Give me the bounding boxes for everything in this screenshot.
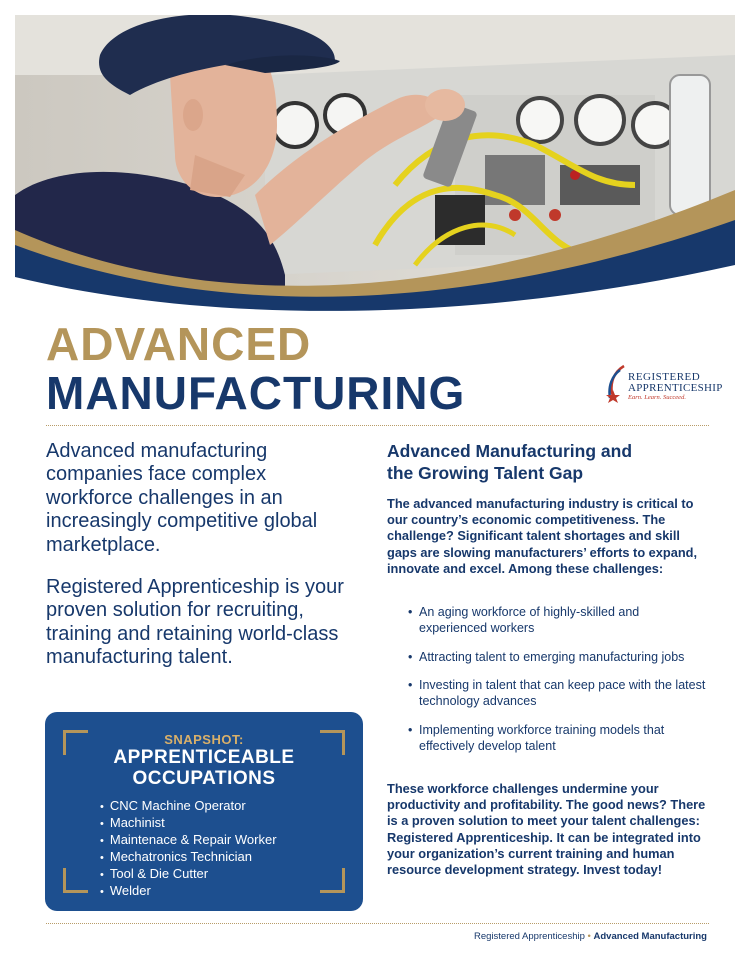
list-item: • An aging workforce of highly-skilled and experienced workers bbox=[408, 604, 708, 636]
list-item: • Attracting talent to emerging manufacturing jobs bbox=[408, 649, 708, 665]
list-item: • CNC Machine Operator bbox=[100, 798, 277, 815]
list-item: • Tool & Die Cutter bbox=[100, 866, 277, 883]
corner-bracket-icon bbox=[63, 868, 88, 893]
snapshot-box bbox=[45, 712, 363, 911]
logo-text-registered: REGISTERED bbox=[628, 371, 701, 383]
footer bbox=[474, 931, 707, 942]
challenges-list bbox=[408, 604, 708, 766]
invest-today-cta: Invest today! bbox=[583, 862, 662, 878]
snapshot-title-line-1: APPRENTICEABLE bbox=[113, 747, 295, 768]
article-heading-line-2: the Growing Talent Gap bbox=[387, 463, 584, 483]
intro-paragraph-2: Registered Apprenticeship is your proven solution for recruiting, training and retaining world-class manufacturing talent. bbox=[46, 576, 344, 669]
title-line-1: ADVANCED bbox=[46, 318, 312, 370]
occupations-list bbox=[100, 798, 277, 900]
list-item: • Maintenace & Repair Worker bbox=[100, 832, 277, 849]
article-paragraph-1: The advanced manufacturing industry is critical to our country’s economic competitiveness. The challenge? Significant talent shortages and skill gaps are slowing manufacturers’ efforts to expand, innovate and excel. Among these challenges: bbox=[387, 496, 698, 576]
list-item: • Investing in talent that can keep pace with the latest technology advances bbox=[408, 677, 708, 709]
registered-apprenticeship-logo bbox=[604, 358, 723, 410]
article-paragraph-2 bbox=[387, 781, 709, 878]
snapshot-label: SNAPSHOT: bbox=[164, 732, 244, 747]
logo-star-icon bbox=[604, 364, 628, 406]
article-heading bbox=[387, 440, 707, 484]
footer-left: Registered Apprenticeship bbox=[473, 931, 585, 942]
hero-photo bbox=[15, 15, 735, 315]
list-item: • Implementing workforce training models that effectively develop talent bbox=[408, 722, 708, 754]
snapshot-title-line-2: OCCUPATIONS bbox=[132, 768, 276, 789]
intro-paragraph-1: Advanced manufacturing companies face complex workforce challenges in an increasingly competitive global marketplace. bbox=[46, 440, 318, 556]
list-item: • Machinist bbox=[100, 815, 277, 832]
divider-bottom bbox=[46, 923, 709, 924]
footer-separator: • bbox=[587, 931, 591, 942]
footer-right: Advanced Manufacturing bbox=[593, 931, 707, 942]
article-heading-line-1: Advanced Manufacturing and bbox=[387, 441, 633, 461]
corner-bracket-icon bbox=[320, 868, 345, 893]
snapshot-title bbox=[45, 747, 363, 789]
divider-top bbox=[46, 425, 709, 426]
logo-text-apprenticeship: APPRENTICESHIP bbox=[628, 382, 723, 394]
article-paragraph-2-text: These workforce challenges undermine your productivity and profitability. The good news? There is a proven solution to meet your talent challenges: Registered Apprenticeship. It can be integrated into your organization’s current training and human resource development strategy. bbox=[387, 781, 706, 878]
list-item: • Mechatronics Technician bbox=[100, 849, 277, 866]
logo-tagline: Earn. Learn. Succeed. bbox=[628, 394, 686, 401]
list-item: • Welder bbox=[100, 883, 277, 900]
title-line-2: MANUFACTURING bbox=[46, 367, 466, 419]
